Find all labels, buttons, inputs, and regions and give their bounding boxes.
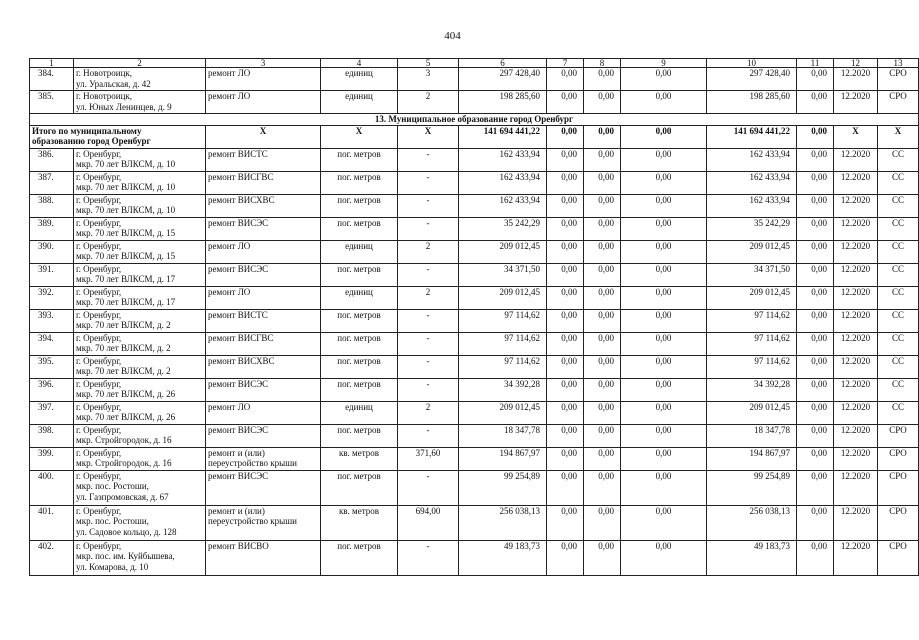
work-type-cell: ремонт ВИСГВС [206,171,321,194]
section-title: 13. Муниципальное образование город Оренбург [30,114,919,126]
total-cost-cell: 99 254,89 [459,470,547,505]
other-funds-cell: 0,00 [797,148,834,171]
method-cell: СС [878,309,919,332]
unit-cell: кв. метров [321,447,398,470]
address-cell: г. Оренбург, мкр. 70 лет ВЛКСМ, д. 10 [74,171,206,194]
other-funds-cell: 0,00 [797,263,834,286]
other-funds-cell: 0,00 [797,401,834,424]
local-budget-cell: 0,00 [621,470,707,505]
method-cell: СРО [878,540,919,575]
unit-cell: пог. метров [321,194,398,217]
method-cell: СРО [878,470,919,505]
local-budget-cell: 0,00 [621,424,707,447]
quantity-cell: - [398,540,459,575]
address-cell: г. Оренбург, мкр. Стройгородок, д. 16 [74,424,206,447]
column-number-header: 13 [878,59,919,68]
fund-cost-cell: 0,00 [547,470,584,505]
table-row [30,505,919,540]
total-cost-cell: 209 012,45 [459,240,547,263]
deadline-cell: 12.2020 [834,240,878,263]
address-cell: г. Оренбург, мкр. пос. им. Куйбышева, ул. Комарова, д. 10 [74,540,206,575]
address-cell: г. Оренбург, мкр. 70 лет ВЛКСМ, д. 17 [74,286,206,309]
total-x-cell: X [834,125,878,148]
total-owners-cell: 141 694 441,22 [707,125,797,148]
address-cell: г. Оренбург, мкр. Стройгородок, д. 16 [74,447,206,470]
other-funds-cell: 0,00 [797,68,834,91]
method-cell: СРО [878,505,919,540]
table-row [30,309,919,332]
method-cell: СС [878,217,919,240]
deadline-cell: 12.2020 [834,217,878,240]
local-budget-cell: 0,00 [621,505,707,540]
column-number-header: 10 [707,59,797,68]
unit-cell: единиц [321,91,398,114]
total-cost-cell: 35 242,29 [459,217,547,240]
row-number-cell: 384. [30,68,74,91]
table-row [30,355,919,378]
owners-funds-cell: 97 114,62 [707,355,797,378]
total-cost-cell: 18 347,78 [459,424,547,447]
table-row [30,68,919,91]
column-number-header: 11 [797,59,834,68]
local-budget-cell: 0,00 [621,91,707,114]
table-row [30,240,919,263]
work-type-cell: ремонт ЛО [206,401,321,424]
owners-funds-cell: 198 285,60 [707,91,797,114]
table-row [30,424,919,447]
fund-cost-cell: 0,00 [547,91,584,114]
fund-cost-cell: 0,00 [547,217,584,240]
owners-funds-cell: 297 428,40 [707,68,797,91]
total-cost-cell: 162 433,94 [459,148,547,171]
work-type-cell: ремонт ВИСТС [206,148,321,171]
unit-cell: пог. метров [321,148,398,171]
deadline-cell: 12.2020 [834,540,878,575]
unit-cell: пог. метров [321,424,398,447]
other-funds-cell: 0,00 [797,332,834,355]
address-cell: г. Оренбург, мкр. пос. Ростоши, ул. Газпромовская, д. 67 [74,470,206,505]
address-cell: г. Оренбург, мкр. 70 лет ВЛКСМ, д. 15 [74,240,206,263]
budget-cost-cell: 0,00 [584,540,621,575]
quantity-cell: 2 [398,240,459,263]
fund-cost-cell: 0,00 [547,309,584,332]
local-budget-cell: 0,00 [621,240,707,263]
other-funds-cell: 0,00 [797,470,834,505]
unit-cell: пог. метров [321,378,398,401]
row-number-cell: 401. [30,505,74,540]
row-number-cell: 397. [30,401,74,424]
fund-cost-cell: 0,00 [547,378,584,401]
column-number-header: 6 [459,59,547,68]
deadline-cell: 12.2020 [834,148,878,171]
table-row [30,286,919,309]
column-number-header: 8 [584,59,621,68]
row-number-cell: 394. [30,332,74,355]
other-funds-cell: 0,00 [797,505,834,540]
total-cost-cell: 34 392,28 [459,378,547,401]
total-cost-cell: 209 012,45 [459,401,547,424]
local-budget-cell: 0,00 [621,217,707,240]
address-cell: г. Оренбург, мкр. 70 лет ВЛКСМ, д. 15 [74,217,206,240]
owners-funds-cell: 194 867,97 [707,447,797,470]
method-cell: СС [878,286,919,309]
total-cost-cell: 194 867,97 [459,447,547,470]
local-budget-cell: 0,00 [621,286,707,309]
total-cost-cell: 34 371,50 [459,263,547,286]
owners-funds-cell: 97 114,62 [707,309,797,332]
table-row [30,540,919,575]
quantity-cell: - [398,217,459,240]
budget-cost-cell: 0,00 [584,470,621,505]
work-type-cell: ремонт ВИСГВС [206,332,321,355]
budget-cost-cell: 0,00 [584,263,621,286]
municipality-total-row [30,125,919,148]
row-number-cell: 389. [30,217,74,240]
fund-cost-cell: 0,00 [547,171,584,194]
method-cell: СС [878,401,919,424]
total-cost-cell: 162 433,94 [459,171,547,194]
owners-funds-cell: 99 254,89 [707,470,797,505]
fund-cost-cell: 0,00 [547,240,584,263]
local-budget-cell: 0,00 [621,447,707,470]
budget-cost-cell: 0,00 [584,424,621,447]
row-number-cell: 390. [30,240,74,263]
row-number-cell: 398. [30,424,74,447]
address-cell: г. Оренбург, мкр. пос. Ростоши, ул. Садовое кольцо, д. 128 [74,505,206,540]
deadline-cell: 12.2020 [834,332,878,355]
work-type-cell: ремонт ЛО [206,68,321,91]
other-funds-cell: 0,00 [797,378,834,401]
deadline-cell: 12.2020 [834,470,878,505]
column-number-header: 2 [74,59,206,68]
address-cell: г. Оренбург, мкр. 70 лет ВЛКСМ, д. 26 [74,401,206,424]
owners-funds-cell: 162 433,94 [707,171,797,194]
local-budget-cell: 0,00 [621,401,707,424]
owners-funds-cell: 256 038,13 [707,505,797,540]
quantity-cell: - [398,194,459,217]
total-cost-cell: 162 433,94 [459,194,547,217]
local-budget-cell: 0,00 [621,171,707,194]
work-type-cell: ремонт ВИСТС [206,309,321,332]
budget-cost-cell: 0,00 [584,171,621,194]
total-x-cell: X [206,125,321,148]
budget-cost-cell: 0,00 [584,148,621,171]
column-number-header: 4 [321,59,398,68]
column-number-header: 12 [834,59,878,68]
quantity-cell: 3 [398,68,459,91]
method-cell: СС [878,148,919,171]
quantity-cell: - [398,355,459,378]
total-cost-cell: 141 694 441,22 [459,125,547,148]
total-cost-cell: 97 114,62 [459,355,547,378]
work-type-cell: ремонт ВИСВО [206,540,321,575]
method-cell: СРО [878,424,919,447]
column-number-header: 5 [398,59,459,68]
method-cell: СС [878,263,919,286]
fund-cost-cell: 0,00 [547,355,584,378]
quantity-cell: - [398,148,459,171]
owners-funds-cell: 34 371,50 [707,263,797,286]
fund-cost-cell: 0,00 [547,68,584,91]
fund-cost-cell: 0,00 [547,263,584,286]
method-cell: СРО [878,68,919,91]
budget-cost-cell: 0,00 [584,240,621,263]
deadline-cell: 12.2020 [834,355,878,378]
column-number-header: 7 [547,59,584,68]
unit-cell: пог. метров [321,309,398,332]
quantity-cell: - [398,309,459,332]
row-number-cell: 388. [30,194,74,217]
unit-cell: пог. метров [321,171,398,194]
other-funds-cell: 0,00 [797,217,834,240]
unit-cell: единиц [321,240,398,263]
quantity-cell: - [398,470,459,505]
quantity-cell: - [398,263,459,286]
owners-funds-cell: 49 183,73 [707,540,797,575]
method-cell: СС [878,332,919,355]
work-type-cell: ремонт ВИСХВС [206,355,321,378]
fund-cost-cell: 0,00 [547,148,584,171]
table-row [30,148,919,171]
row-number-cell: 387. [30,171,74,194]
repair-program-table [29,58,919,576]
budget-cost-cell: 0,00 [584,447,621,470]
row-number-cell: 385. [30,91,74,114]
budget-cost-cell: 0,00 [584,309,621,332]
row-number-cell: 402. [30,540,74,575]
fund-cost-cell: 0,00 [547,286,584,309]
address-cell: г. Оренбург, мкр. 70 лет ВЛКСМ, д. 17 [74,263,206,286]
row-number-cell: 395. [30,355,74,378]
owners-funds-cell: 162 433,94 [707,194,797,217]
deadline-cell: 12.2020 [834,505,878,540]
table-row [30,378,919,401]
unit-cell: единиц [321,401,398,424]
other-funds-cell: 0,00 [797,194,834,217]
quantity-cell: 2 [398,401,459,424]
row-number-cell: 400. [30,470,74,505]
method-cell: СРО [878,91,919,114]
other-funds-cell: 0,00 [797,355,834,378]
fund-cost-cell: 0,00 [547,194,584,217]
deadline-cell: 12.2020 [834,401,878,424]
deadline-cell: 12.2020 [834,447,878,470]
quantity-cell: - [398,424,459,447]
deadline-cell: 12.2020 [834,424,878,447]
budget-cost-cell: 0,00 [584,401,621,424]
owners-funds-cell: 209 012,45 [707,286,797,309]
work-type-cell: ремонт ЛО [206,91,321,114]
other-funds-cell: 0,00 [797,540,834,575]
total-x-cell: X [321,125,398,148]
fund-cost-cell: 0,00 [547,424,584,447]
owners-funds-cell: 162 433,94 [707,148,797,171]
local-budget-cell: 0,00 [621,309,707,332]
fund-cost-cell: 0,00 [547,505,584,540]
work-type-cell: ремонт ЛО [206,286,321,309]
fund-cost-cell: 0,00 [547,401,584,424]
address-cell: г. Оренбург, мкр. 70 лет ВЛКСМ, д. 2 [74,332,206,355]
quantity-cell: - [398,378,459,401]
work-type-cell: ремонт ВИСЭС [206,470,321,505]
row-number-cell: 399. [30,447,74,470]
fund-cost-cell: 0,00 [547,332,584,355]
unit-cell: единиц [321,286,398,309]
column-number-header: 1 [30,59,74,68]
total-cost-cell: 209 012,45 [459,286,547,309]
deadline-cell: 12.2020 [834,171,878,194]
row-number-cell: 391. [30,263,74,286]
row-number-cell: 393. [30,309,74,332]
other-funds-cell: 0,00 [797,447,834,470]
quantity-cell: 694,00 [398,505,459,540]
owners-funds-cell: 97 114,62 [707,332,797,355]
owners-funds-cell: 35 242,29 [707,217,797,240]
section-heading-row [30,114,919,126]
total-x-cell: X [878,125,919,148]
local-budget-cell: 0,00 [621,68,707,91]
unit-cell: пог. метров [321,217,398,240]
budget-cost-cell: 0,00 [584,217,621,240]
deadline-cell: 12.2020 [834,286,878,309]
unit-cell: пог. метров [321,540,398,575]
local-budget-cell: 0,00 [621,148,707,171]
local-budget-cell: 0,00 [621,263,707,286]
budget-cost-cell: 0,00 [584,194,621,217]
other-funds-cell: 0,00 [797,309,834,332]
work-type-cell: ремонт ВИСЭС [206,217,321,240]
other-funds-cell: 0,00 [797,286,834,309]
column-number-row [30,59,919,68]
deadline-cell: 12.2020 [834,91,878,114]
owners-funds-cell: 34 392,28 [707,378,797,401]
owners-funds-cell: 209 012,45 [707,401,797,424]
quantity-cell: 2 [398,91,459,114]
total-label: Итого по муниципальному образованию город Оренбург [30,125,206,148]
work-type-cell: ремонт ВИСЭС [206,378,321,401]
other-funds-cell: 0,00 [797,240,834,263]
budget-cost-cell: 0,00 [584,378,621,401]
total-cost-cell: 97 114,62 [459,309,547,332]
work-type-cell: ремонт ВИСЭС [206,424,321,447]
local-budget-cell: 0,00 [621,194,707,217]
other-funds-cell: 0,00 [797,91,834,114]
table-row [30,263,919,286]
unit-cell: единиц [321,68,398,91]
budget-cost-cell: 0,00 [584,91,621,114]
table-row [30,91,919,114]
deadline-cell: 12.2020 [834,309,878,332]
quantity-cell: - [398,171,459,194]
unit-cell: пог. метров [321,355,398,378]
column-number-header: 3 [206,59,321,68]
total-cost-cell: 49 183,73 [459,540,547,575]
total-other-cell: 0,00 [797,125,834,148]
table-row [30,447,919,470]
local-budget-cell: 0,00 [621,332,707,355]
quantity-cell: - [398,332,459,355]
local-budget-cell: 0,00 [621,540,707,575]
table-row [30,194,919,217]
unit-cell: пог. метров [321,263,398,286]
unit-cell: пог. метров [321,470,398,505]
work-type-cell: ремонт ВИСХВС [206,194,321,217]
address-cell: г. Оренбург, мкр. 70 лет ВЛКСМ, д. 10 [74,194,206,217]
deadline-cell: 12.2020 [834,68,878,91]
fund-cost-cell: 0,00 [547,447,584,470]
work-type-cell: ремонт и (или) переустройство крыши [206,447,321,470]
method-cell: СС [878,194,919,217]
total-budget-cell: 0,00 [584,125,621,148]
total-local-cell: 0,00 [621,125,707,148]
other-funds-cell: 0,00 [797,424,834,447]
work-type-cell: ремонт и (или) переустройство крыши [206,505,321,540]
total-x-cell: X [398,125,459,148]
local-budget-cell: 0,00 [621,378,707,401]
row-number-cell: 386. [30,148,74,171]
table-row [30,171,919,194]
address-cell: г. Оренбург, мкр. 70 лет ВЛКСМ, д. 26 [74,378,206,401]
work-type-cell: ремонт ЛО [206,240,321,263]
row-number-cell: 396. [30,378,74,401]
total-cost-cell: 256 038,13 [459,505,547,540]
table-row [30,332,919,355]
deadline-cell: 12.2020 [834,263,878,286]
unit-cell: пог. метров [321,332,398,355]
column-number-header: 9 [621,59,707,68]
address-cell: г. Новотроицк, ул. Юных Ленинцев, д. 9 [74,91,206,114]
budget-cost-cell: 0,00 [584,355,621,378]
owners-funds-cell: 209 012,45 [707,240,797,263]
table-row [30,401,919,424]
method-cell: СС [878,240,919,263]
unit-cell: кв. метров [321,505,398,540]
budget-cost-cell: 0,00 [584,332,621,355]
table-row [30,217,919,240]
budget-cost-cell: 0,00 [584,286,621,309]
page-number: 404 [444,30,461,42]
quantity-cell: 2 [398,286,459,309]
address-cell: г. Оренбург, мкр. 70 лет ВЛКСМ, д. 2 [74,355,206,378]
work-type-cell: ремонт ВИСЭС [206,263,321,286]
total-cost-cell: 97 114,62 [459,332,547,355]
budget-cost-cell: 0,00 [584,505,621,540]
local-budget-cell: 0,00 [621,355,707,378]
method-cell: СС [878,355,919,378]
owners-funds-cell: 18 347,78 [707,424,797,447]
address-cell: г. Оренбург, мкр. 70 лет ВЛКСМ, д. 2 [74,309,206,332]
fund-cost-cell: 0,00 [547,540,584,575]
row-number-cell: 392. [30,286,74,309]
deadline-cell: 12.2020 [834,378,878,401]
deadline-cell: 12.2020 [834,194,878,217]
total-cost-cell: 297 428,40 [459,68,547,91]
method-cell: СС [878,171,919,194]
total-cost-cell: 198 285,60 [459,91,547,114]
other-funds-cell: 0,00 [797,171,834,194]
method-cell: СС [878,378,919,401]
method-cell: СРО [878,447,919,470]
total-fund-cell: 0,00 [547,125,584,148]
budget-cost-cell: 0,00 [584,68,621,91]
address-cell: г. Новотроицк, ул. Уральская, д. 42 [74,68,206,91]
table-row [30,470,919,505]
quantity-cell: 371,60 [398,447,459,470]
address-cell: г. Оренбург, мкр. 70 лет ВЛКСМ, д. 10 [74,148,206,171]
